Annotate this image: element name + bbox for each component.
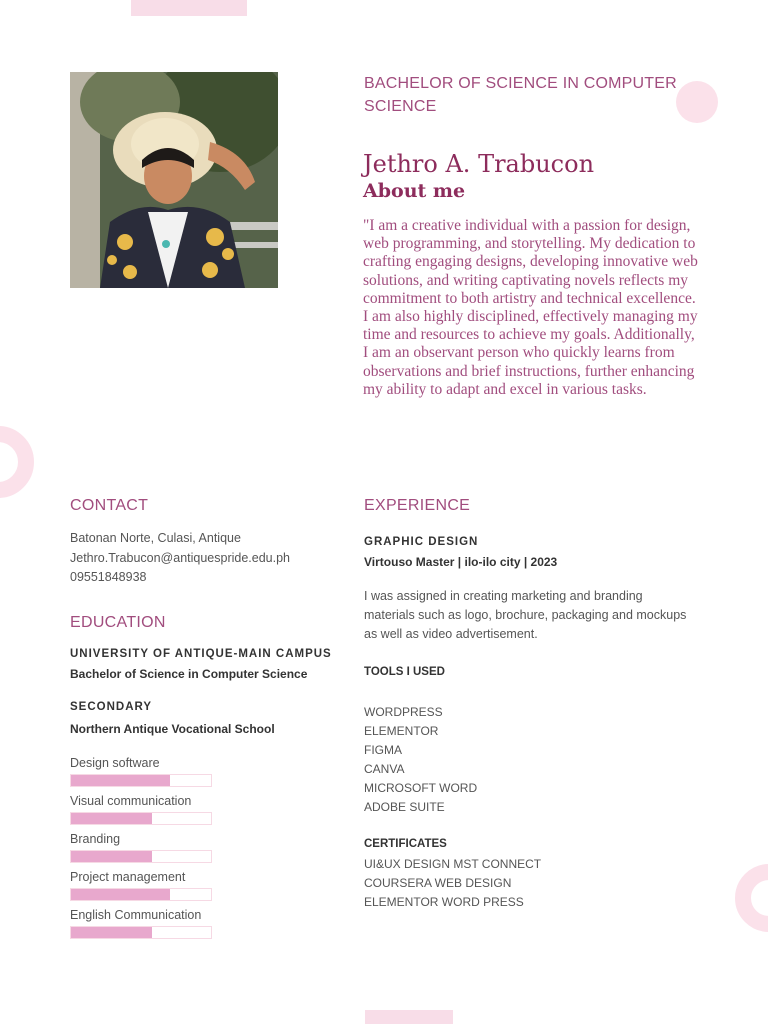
skill-item <box>70 793 220 831</box>
tool-item: CANVA <box>364 762 405 776</box>
skill-bar <box>70 850 212 863</box>
experience-description: I was assigned in creating marketing and branding materials such as logo, brochure, packaging and mockups as well as video advertisement. <box>364 589 687 641</box>
contact-heading: CONTACT <box>70 497 149 514</box>
experience-heading: EXPERIENCE <box>364 497 471 514</box>
decor-bar-bottom <box>365 1010 453 1024</box>
tool-item: ELEMENTOR <box>364 724 439 738</box>
tools-list <box>364 703 477 817</box>
college-degree: Bachelor of Science in Computer Science <box>70 667 308 681</box>
skill-bar <box>70 926 212 939</box>
tool-item: MICROSOFT WORD <box>364 781 478 795</box>
skill-bar <box>70 774 212 787</box>
contact-phone[interactable]: 09551848938 <box>70 570 147 584</box>
certificates-list <box>364 855 541 912</box>
certificate-item: UI&UX DESIGN MST CONNECT <box>364 857 542 871</box>
degree-title: BACHELOR OF SCIENCE IN COMPUTER SCIENCE <box>364 75 677 115</box>
tool-item: ADOBE SUITE <box>364 800 445 814</box>
skill-item <box>70 755 220 793</box>
skill-bar-fill <box>71 889 170 900</box>
secondary-heading: SECONDARY <box>70 701 153 713</box>
about-paragraph: "I am a creative individual with a passion for design, web programming, and storytelling. My dedication to crafting engaging designs, developing innovative web solutions, and writing captivating novels reflects my commitment to both artistry and technical excellence. I am also highly disciplined, effectively managing my time and resources to achieve my goals. Additionally, I am an observant person who quickly learns from observations and brief instructions, further enhancing my ability to adapt and excel in various tasks. <box>363 217 698 398</box>
skill-bar <box>70 888 212 901</box>
skill-item <box>70 869 220 907</box>
certificate-item: ELEMENTOR WORD PRESS <box>364 895 524 909</box>
skill-label: English Communication <box>70 908 202 922</box>
certificate-item: COURSERA WEB DESIGN <box>364 876 512 890</box>
certificates-heading: CERTIFICATES <box>364 838 447 850</box>
experience-detail: Virtouso Master | ilo-ilo city | 2023 <box>364 555 558 569</box>
contact-info <box>70 529 290 588</box>
skills-list <box>70 755 220 945</box>
skill-bar-fill <box>71 927 152 938</box>
skill-bar-fill <box>71 775 170 786</box>
skill-label: Visual communication <box>70 794 192 808</box>
tool-item: WORDPRESS <box>364 705 443 719</box>
profile-photo <box>70 72 278 288</box>
skill-bar-fill <box>71 813 152 824</box>
secondary-school: Northern Antique Vocational School <box>70 722 275 736</box>
skill-item <box>70 907 220 945</box>
skill-label: Branding <box>70 832 121 846</box>
skill-bar <box>70 812 212 825</box>
about-heading: About me <box>363 180 466 202</box>
tool-item: FIGMA <box>364 743 402 757</box>
education-heading: EDUCATION <box>70 614 166 631</box>
tools-heading: TOOLS I USED <box>364 666 445 678</box>
person-name: Jethro A. Trabucon <box>363 150 595 178</box>
contact-address: Batonan Norte, Culasi, Antique <box>70 531 241 545</box>
college-name: UNIVERSITY OF ANTIQUE-MAIN CAMPUS <box>70 648 332 660</box>
contact-email[interactable]: Jethro.Trabucon@antiquespride.edu.ph <box>70 550 291 565</box>
skill-label: Design software <box>70 756 160 770</box>
skill-label: Project management <box>70 870 186 884</box>
decor-bar-top <box>131 0 247 16</box>
decor-ring-right <box>735 864 768 932</box>
skill-item <box>70 831 220 869</box>
experience-role: GRAPHIC DESIGN <box>364 536 479 548</box>
decor-ring-left <box>0 426 34 498</box>
skill-bar-fill <box>71 851 152 862</box>
